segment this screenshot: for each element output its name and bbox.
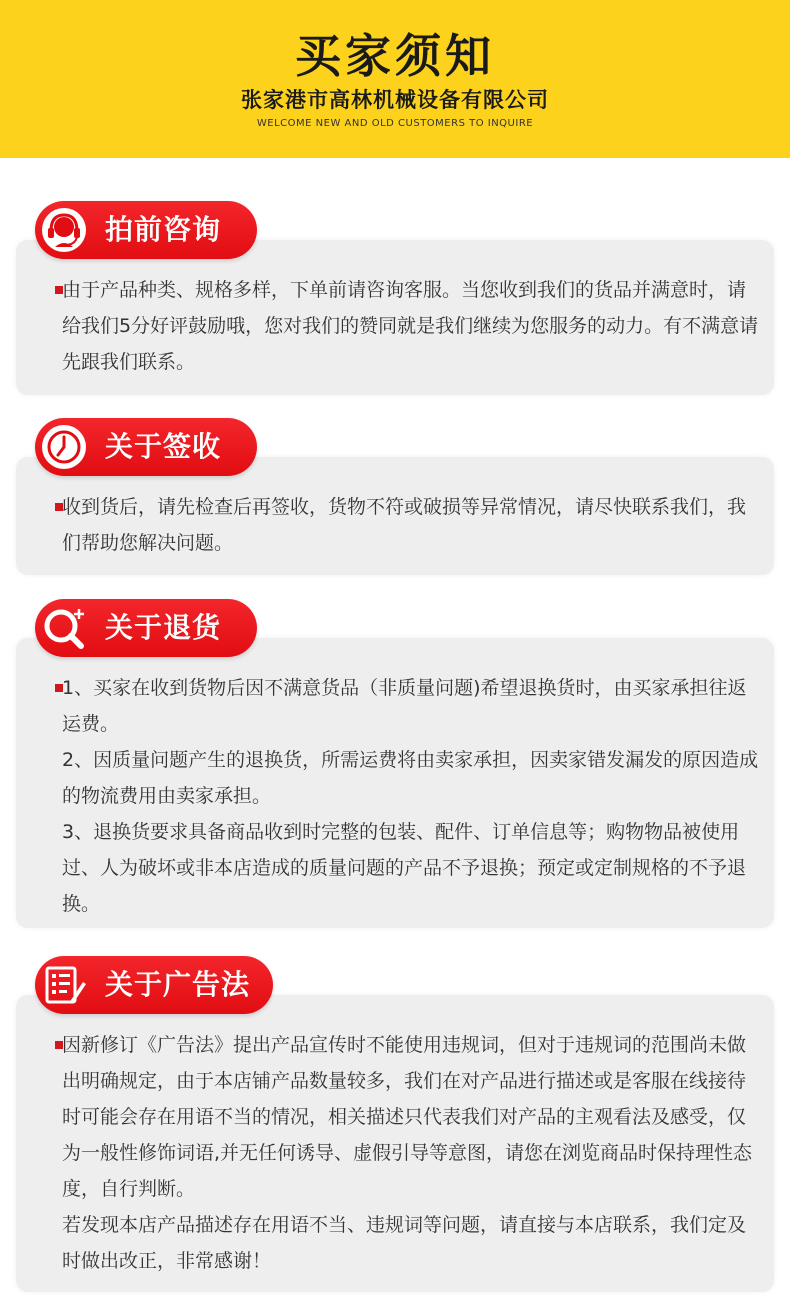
- company-name: 张家港市高林机械设备有限公司: [241, 88, 549, 112]
- clock-icon: [41, 424, 87, 470]
- section-title-pill: [35, 201, 257, 259]
- section-title-pill: [35, 418, 257, 476]
- section-box: [16, 638, 774, 928]
- section-title: 拍前咨询: [105, 213, 222, 246]
- headset-icon: [41, 207, 87, 253]
- section-paragraph: [62, 670, 762, 922]
- magnifier-plus-icon: [41, 605, 87, 651]
- return-rule-3: 3、退换货要求具备商品收到时完整的包装、配件、订单信息等；购物物品被使用过、人为破坏或非本店造成的质量问题的产品不予退换；预定或定制规格的不予退换。: [62, 821, 747, 915]
- page-title: 买家须知: [295, 29, 495, 83]
- section-paragraph: [62, 1027, 762, 1279]
- section-title-pill: [35, 599, 257, 657]
- ad-law-paragraph-2: 若发现本店产品描述存在用语不当、违规词等问题，请直接与本店联系，我们定及时做出改正，非常感谢！: [62, 1214, 747, 1272]
- section-title: 关于广告法: [105, 968, 251, 1001]
- section-title-pill: [35, 956, 273, 1014]
- return-rule-2: 2、因质量问题产生的退换货，所需运费将由卖家承担，因卖家错发漏发的原因造成的物流费用由卖家承担。: [62, 749, 759, 807]
- return-rule-1: 1、买家在收到货物后因不满意货品（非质量问题)希望退换货时，由买家承担往返运费。: [62, 677, 747, 735]
- section-paragraph: 由于产品种类、规格多样，下单前请咨询客服。当您收到我们的货品并满意时，请给我们5分好评鼓励哦，您对我们的赞同就是我们继续为您服务的动力。有不满意请先跟我们联系。: [62, 279, 759, 373]
- section-title: 关于签收: [105, 430, 222, 463]
- section-box: [16, 240, 774, 395]
- ad-law-paragraph-1: 因新修订《广告法》提出产品宣传时不能使用违规词，但对于违规词的范围尚未做出明确规定，由于本店铺产品数量较多，我们在对产品进行描述或是客服在线接待时可能会存在用语不当的情况，相关描述只代表我们对产品的主观看法及感受，仅为一般性修饰词语,并无任何诱导、虚假引导等意图，请您在浏览商品时保持理性态度，自行判断。: [62, 1034, 753, 1200]
- section-box: [16, 995, 774, 1292]
- section-title: 关于退货: [105, 611, 222, 644]
- document-pen-icon: [41, 962, 87, 1008]
- section-paragraph: 收到货后，请先检查后再签收，货物不符或破损等异常情况，请尽快联系我们，我们帮助您解决问题。: [62, 496, 747, 554]
- header-banner: [0, 0, 790, 158]
- slogan: WELCOME NEW AND OLD CUSTOMERS TO INQUIRE: [256, 118, 534, 129]
